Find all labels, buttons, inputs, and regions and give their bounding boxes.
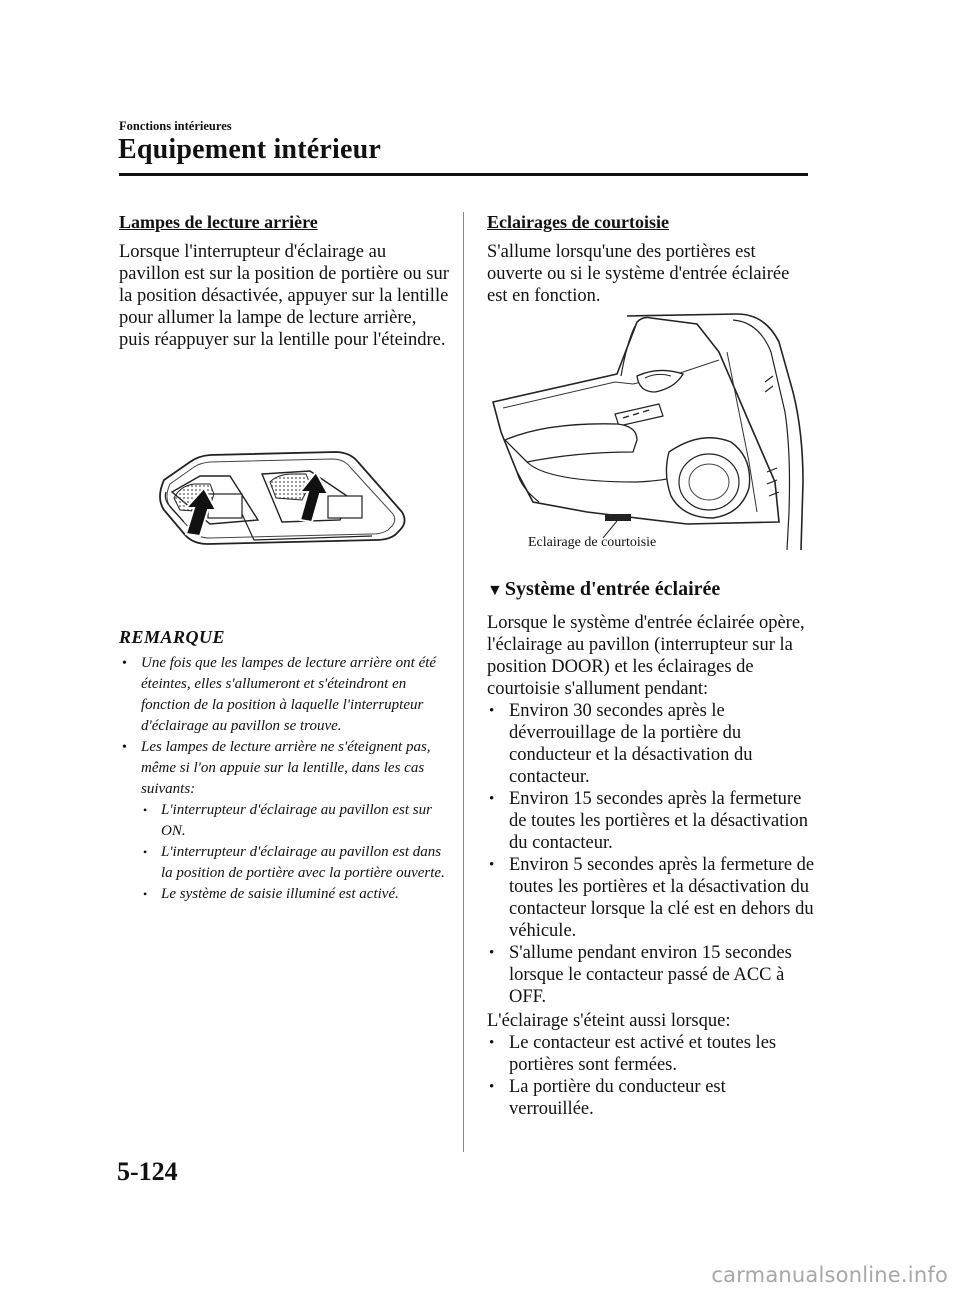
bullet-icon: • — [122, 656, 127, 671]
illuminated-entry-heading-text: Système d'entrée éclairée — [504, 578, 721, 600]
bullet-icon: • — [143, 887, 148, 901]
courtesy-lights-paragraph: S'allume lorsqu'une des portières est ouverte ou si le système d'entrée éclairée est en fonction. — [487, 242, 790, 306]
triangle-down-icon: ▼ — [487, 582, 503, 599]
list-item-text: Environ 30 secondes après le déverrouillage de la portière du conducteur et la désactivation du contacteur. — [509, 701, 753, 787]
bullet-icon: • — [489, 1079, 495, 1095]
note-subitem — [119, 800, 449, 842]
note-title: REMARQUE — [119, 627, 226, 647]
section-label: Fonctions intérieures — [119, 119, 232, 133]
note-subitem-text: Le système de saisie illuminé est activé. — [161, 886, 399, 902]
note-item — [119, 653, 449, 737]
note-list — [119, 653, 449, 905]
rear-reading-lamp-illustration — [150, 440, 415, 555]
note-item-text: Les lampes de lecture arrière ne s'éteignent pas, même si l'on appuie sur la lentille, dans les cas suivants: — [141, 739, 431, 797]
bullet-icon: • — [122, 740, 127, 755]
page-title: Equipement intérieur — [118, 134, 381, 165]
note-subitem-text: L'interrupteur d'éclairage au pavillon est sur ON. — [161, 802, 432, 839]
list-item-text: Environ 5 secondes après la fermeture de toutes les portières et la désactivation du contacteur lorsque la clé est en dehors du véhicule. — [509, 855, 815, 941]
bullet-icon: • — [489, 1035, 495, 1051]
light-off-list — [487, 1032, 815, 1120]
illuminated-entry-heading — [487, 578, 720, 601]
illuminated-entry-list — [487, 700, 815, 1008]
rear-reading-lamps-heading: Lampes de lecture arrière — [119, 212, 318, 232]
list-item — [487, 1032, 815, 1076]
bullet-icon: • — [489, 791, 495, 807]
page-number: 5-124 — [117, 1157, 178, 1186]
note-item — [119, 737, 449, 800]
list-item — [487, 788, 815, 854]
list-item-text: La portière du conducteur est verrouillée. — [509, 1077, 726, 1119]
list-item-text: Environ 15 secondes après la fermeture de toutes les portières et la désactivation du contacteur. — [509, 789, 808, 853]
bullet-icon: • — [489, 945, 495, 961]
list-item-text: S'allume pendant environ 15 secondes lorsque le contacteur passé de ACC à OFF. — [509, 943, 792, 1007]
note-item-text: Une fois que les lampes de lecture arrière ont été éteintes, elles s'allumeront et s'éteindront en fonction de la position à laquelle l'interrupteur d'éclairage au pavillon se trouve. — [141, 655, 437, 734]
bullet-icon: • — [489, 857, 495, 873]
watermark: carmanualsonline.info — [711, 1263, 948, 1287]
figure-caption: Eclairage de courtoisie — [528, 535, 657, 550]
note-subitem-text: L'interrupteur d'éclairage au pavillon est dans la position de portière avec la portière ouverte. — [161, 844, 445, 881]
courtesy-lights-heading: Eclairages de courtoisie — [487, 212, 669, 232]
bullet-icon: • — [143, 803, 148, 817]
list-item — [487, 942, 815, 1008]
door-courtesy-light-illustration — [487, 312, 807, 557]
note-subitem — [119, 842, 449, 884]
list-item-text: Le contacteur est activé et toutes les portières sont fermées. — [509, 1033, 777, 1075]
rear-reading-lamps-paragraph: Lorsque l'interrupteur d'éclairage au pavillon est sur la position de portière ou sur la position désactivée, appuyer sur la lentille pour allumer la lampe de lecture arrière, puis réappuyer sur la lentille pour l'éteindre. — [119, 242, 449, 350]
list-item — [487, 1076, 815, 1120]
illuminated-entry-paragraph: Lorsque le système d'entrée éclairée opère, l'éclairage au pavillon (interrupteur sur la position DOOR) et les éclairages de courtoisie s'allument pendant: — [487, 613, 805, 699]
column-divider — [463, 212, 464, 1152]
list-item — [487, 700, 815, 788]
light-off-paragraph: L'éclairage s'éteint aussi lorsque: — [487, 1011, 731, 1031]
title-rule — [119, 173, 808, 176]
note-subitem — [119, 884, 449, 905]
bullet-icon: • — [143, 845, 148, 859]
bullet-icon: • — [489, 703, 495, 719]
list-item — [487, 854, 815, 942]
